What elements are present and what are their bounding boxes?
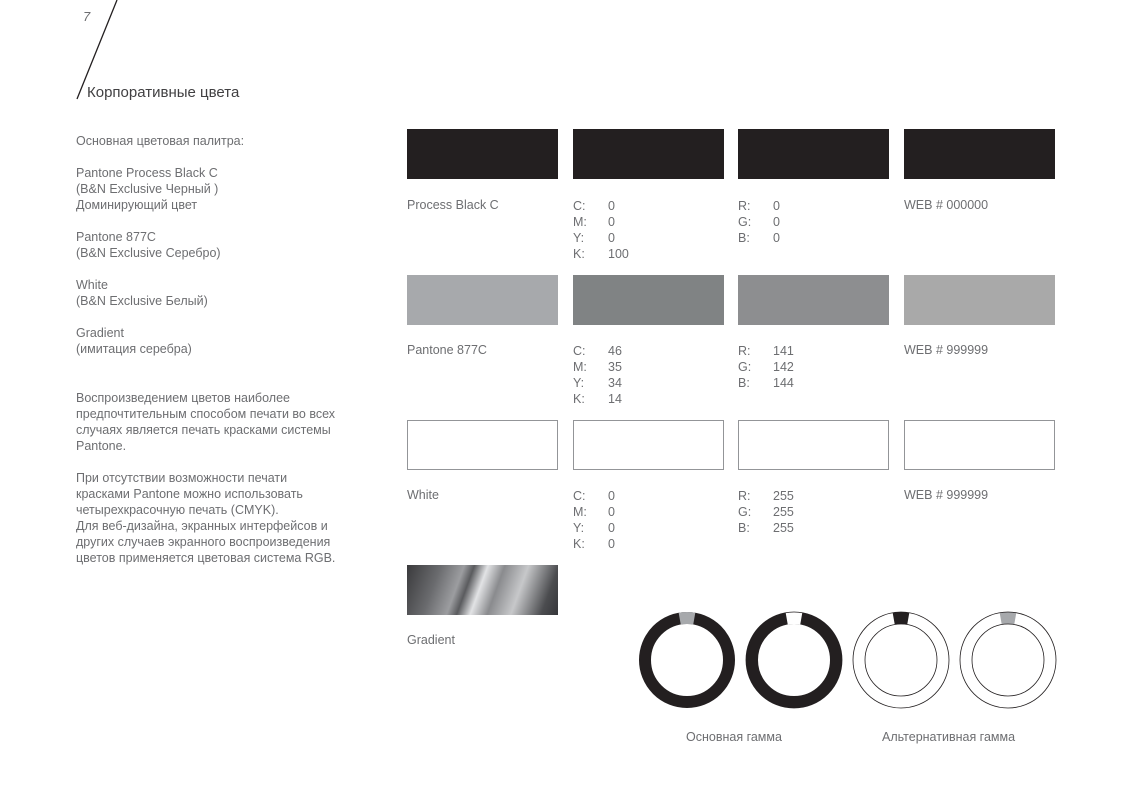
color-name-black: Process Black C [407,198,499,212]
rgb-b-value: 255 [773,521,794,535]
swatch-white-pantone [407,420,558,470]
rgb-g-value: 255 [773,505,794,519]
swatch-black-web [904,129,1055,179]
channel-label: K: [573,392,585,406]
web-value-silver: WEB # 999999 [904,343,989,357]
rgb-values-white [738,488,794,536]
cmyk-c-value: 0 [608,489,615,503]
swatch-silver-rgb [738,275,889,325]
gamut-ring-alt-2 [959,611,1056,708]
color-name-gradient: Gradient [407,633,455,647]
page-title: Корпоративные цвета [87,84,240,101]
swatch-white-cmyk [573,420,724,470]
ring-band [752,618,836,702]
ring-outline-inner [972,624,1044,696]
swatch-gradient [407,565,558,615]
cmyk-values-white [573,488,615,552]
channel-label: C: [573,199,586,213]
gamut-ring-alt-1 [852,611,949,708]
web-value-white: WEB # 999999 [904,488,989,502]
rgb-b-value: 144 [773,376,794,390]
palette-intro-text: Основная цветовая палитра: Pantone Process Black C (B&N Exclusive Черный ) Доминирующий цвет Pantone 877C (B&N Exclusive Серебро) White (B&N Exclusive Белый) Gradient (имитация серебра) [76,134,245,356]
swatch-black-rgb [738,129,889,179]
gamut-rings [630,605,1070,715]
web-value-black: WEB # 000000 [904,198,989,212]
page-number: 7 [83,9,91,24]
rgb-b-value: 0 [773,231,780,245]
channel-label: M: [573,360,587,374]
channel-label: G: [738,215,752,229]
swatch-black-cmyk [573,129,724,179]
cmyk-c-value: 0 [608,199,615,213]
cmyk-values-silver [573,343,622,407]
channel-label: G: [738,505,752,519]
rgb-values-silver [738,343,794,391]
usage-description-text: Воспроизведением цветов наиболее предпочтительным способом печати во всех случаях является печать красками системы Pantone. При отсутствии возможности печати красками Pantone можно использовать четырехкрасочную печать (CMYK). Для веб-дизайна, экранных интерфейсов и других случаев экранного воспроизведения цветов применяется цветовая система RGB. [76,391,336,565]
main-gamut-caption: Основная гамма [686,730,782,744]
rgb-g-value: 142 [773,360,794,374]
channel-label: C: [573,344,586,358]
channel-label: Y: [573,521,585,535]
color-name-white: White [407,488,439,502]
channel-label: B: [738,521,750,535]
ring-accent-segment [638,611,735,708]
cmyk-c-value: 46 [608,344,622,358]
channel-label: R: [738,344,751,358]
rgb-r-value: 0 [773,199,780,213]
rgb-r-value: 255 [773,489,794,503]
channel-label: R: [738,199,751,213]
cmyk-k-value: 100 [608,247,629,261]
ring-band [966,618,1050,702]
color-name-silver: Pantone 877C [407,343,487,357]
swatch-white-web [904,420,1055,470]
channel-label: B: [738,231,750,245]
rgb-g-value: 0 [773,215,780,229]
swatch-silver-cmyk [573,275,724,325]
swatch-silver-pantone [407,275,558,325]
alt-gamut-caption: Альтернативная гамма [882,730,1016,744]
cmyk-values-black [573,198,629,262]
channel-label: M: [573,215,587,229]
swatch-white-rgb [738,420,889,470]
swatch-black-pantone [407,129,558,179]
cmyk-k-value: 0 [608,537,615,551]
channel-label: C: [573,489,586,503]
channel-label: B: [738,376,750,390]
swatch-silver-web [904,275,1055,325]
channel-label: G: [738,360,752,374]
gamut-ring-main-2 [745,611,842,708]
ring-band [645,618,729,702]
ring-outline-inner [865,624,937,696]
rgb-r-value: 141 [773,344,794,358]
cmyk-m-value: 35 [608,360,622,374]
cmyk-y-value: 0 [608,231,615,245]
ring-band [859,618,943,702]
channel-label: R: [738,489,751,503]
cmyk-m-value: 0 [608,215,615,229]
cmyk-m-value: 0 [608,505,615,519]
rgb-values-black [738,198,780,246]
channel-label: K: [573,537,585,551]
channel-label: M: [573,505,587,519]
gamut-ring-main-1 [638,611,735,708]
channel-label: Y: [573,376,585,390]
channel-label: Y: [573,231,585,245]
channel-label: K: [573,247,585,261]
cmyk-y-value: 0 [608,521,615,535]
cmyk-y-value: 34 [608,376,622,390]
cmyk-k-value: 14 [608,392,622,406]
